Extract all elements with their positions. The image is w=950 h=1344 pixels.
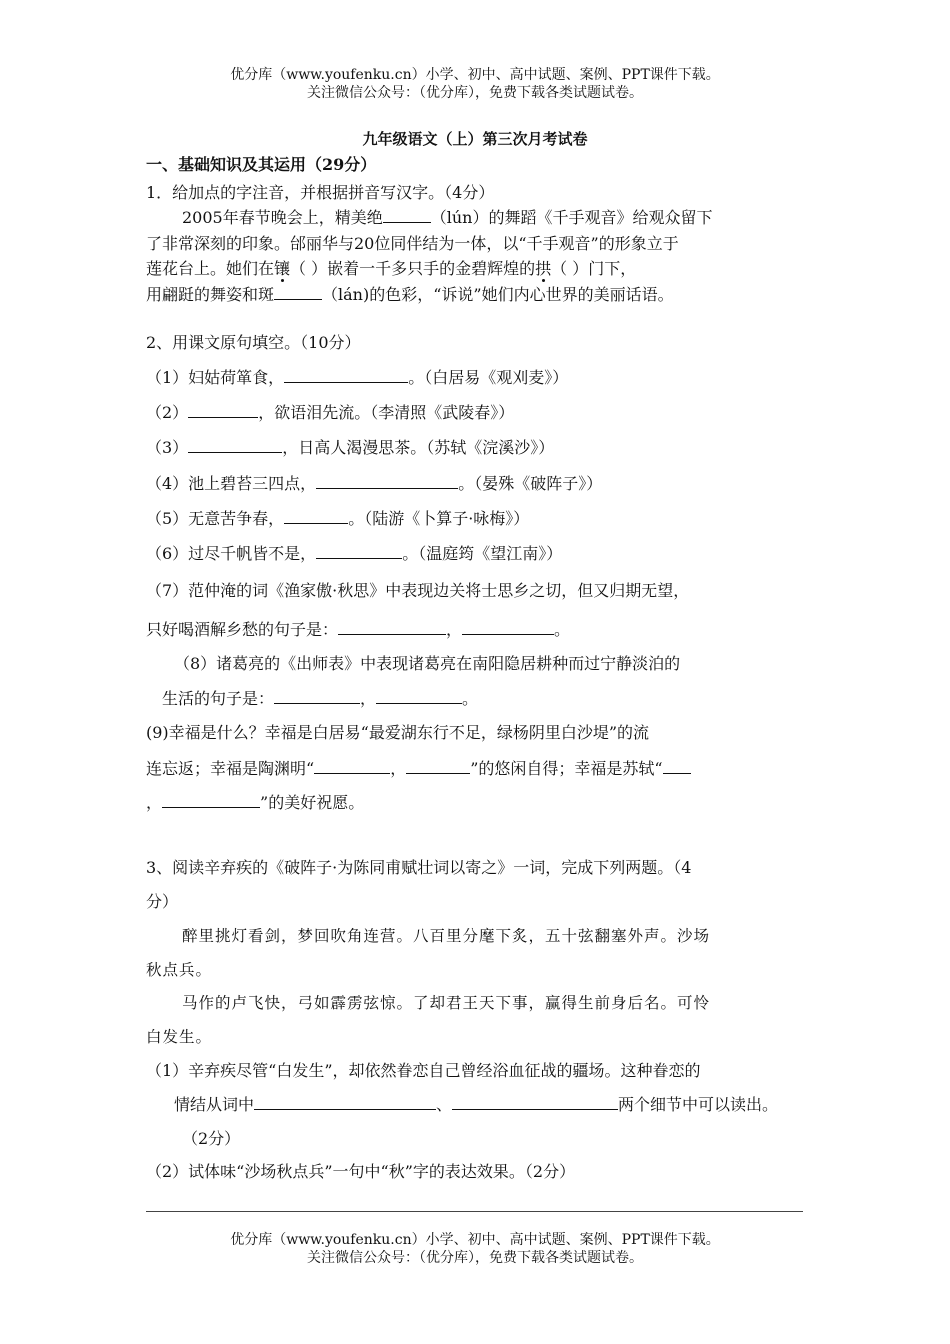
header-line-1: 优分库（www.youfenku.cn）小学、初中、高中试题、案例、PPT课件下载。: [230, 67, 720, 83]
item-text: 只好喝酒解乡愁的句子是：: [146, 620, 339, 639]
q3-sub-1-line-1: （1）辛弃疾尽管“白发生”，却依然眷恋自己曾经浴血征战的疆场。这种眷恋的: [146, 1061, 701, 1080]
q1-text: 莲花台上。她们在: [146, 259, 275, 278]
footer-line-2: 关注微信公众号：（优分库），免费下载各类试题试卷。: [307, 1250, 643, 1266]
item-text: （1）妇姑荷箪食，: [146, 368, 285, 387]
q3-heading-line-2: 分）: [146, 892, 179, 911]
item-text: 。（白居易《观刈麦》）: [408, 368, 569, 387]
blank[interactable]: [663, 757, 691, 774]
q1-line-1: [182, 206, 712, 230]
dotted-char: 拱: [535, 259, 552, 278]
item-text: （2）: [146, 403, 189, 422]
item-text: ，日高人渴漫思茶。（苏轼《浣溪沙》）: [282, 438, 555, 457]
q2-heading: 2、用课文原句填空。（10分）: [146, 333, 361, 352]
q2-item-5: [146, 507, 529, 531]
item-text: ”的美好祝愿。: [260, 793, 365, 812]
item-text: （4）池上碧苔三四点，: [146, 474, 317, 493]
q1-text: （ ）嵌着一千多只手的金碧辉煌的: [290, 259, 536, 278]
item-text: 。（陆游《卜算子·咏梅》）: [348, 509, 530, 528]
q2-item-9-line-3: [146, 791, 364, 815]
item-text: 。（晏殊《破阵子》）: [458, 474, 603, 493]
blank[interactable]: [274, 283, 322, 300]
q1-text: 用翩跹的舞姿和斑: [146, 285, 275, 304]
q3-heading-line-1: 3、阅读辛弃疾的《破阵子·为陈同甫赋壮词以寄之》一词，完成下列两题。（4: [146, 858, 692, 877]
footer-divider: [146, 1211, 803, 1212]
item-text: 。（温庭筠《望江南》）: [402, 544, 563, 563]
q2-item-9-line-2: [146, 757, 691, 781]
item-text: 。: [554, 620, 571, 639]
poem-line-4: 白发生。: [146, 1028, 213, 1046]
q1-line-3: [146, 257, 636, 281]
blank[interactable]: [376, 687, 462, 704]
q2-item-6: [146, 542, 562, 566]
q3-sub-1-line-2: [174, 1093, 778, 1117]
item-text: （6）过尽千帆皆不是，: [146, 544, 317, 563]
blank[interactable]: [162, 791, 260, 808]
footer-line-1: 优分库（www.youfenku.cn）小学、初中、高中试题、案例、PPT课件下载。: [230, 1232, 720, 1248]
q1-text: 2005年春节晚会上，精美绝: [182, 208, 383, 227]
item-text: ，: [146, 793, 163, 812]
q2-item-2: [146, 401, 514, 425]
item-text: （3）: [146, 438, 189, 457]
item-text: ”的悠闲自得；幸福是苏轼“: [470, 759, 663, 778]
blank[interactable]: [284, 366, 408, 383]
poem-line-3: 马作的卢飞快，弓如霹雳弦惊。了却君王天下事，赢得生前身后名。可怜: [182, 994, 711, 1012]
q2-item-9-line-1: (9)幸福是什么？幸福是白居易“最爱湖东行不足，绿杨阴里白沙堤”的流: [146, 723, 650, 742]
q2-item-7-line-2: [146, 618, 570, 642]
q2-item-7-line-1: （7）范仲淹的词《渔家傲·秋思》中表现边关将士思乡之切，但又归期无望，: [146, 581, 690, 600]
blank[interactable]: [274, 687, 360, 704]
q3-sub-1-score: （2分）: [182, 1129, 241, 1148]
q1-text: （ ）门下，: [551, 259, 637, 278]
dotted-char: 镶: [274, 259, 291, 278]
item-text: ，: [446, 620, 463, 639]
blank[interactable]: [188, 401, 258, 418]
item-text: 、: [436, 1095, 453, 1114]
blank[interactable]: [316, 542, 402, 559]
header-line-2: 关注微信公众号：（优分库），免费下载各类试题试卷。: [307, 85, 643, 101]
item-text: 生活的句子是：: [162, 689, 275, 708]
q2-item-3: [146, 436, 554, 460]
page-title: 九年级语文（上）第三次月考试卷: [362, 130, 588, 148]
poem-line-1: 醉里挑灯看剑，梦回吹角连营。八百里分麾下炙，五十弦翻塞外声。沙场: [182, 927, 711, 945]
item-text: 情结从词中: [174, 1095, 255, 1114]
blank[interactable]: [254, 1093, 436, 1110]
q1-text: （lún）的舞蹈《千手观音》给观众留下: [430, 208, 713, 227]
q1-heading: 1．给加点的字注音，并根据拼音写汉字。（4分）: [146, 183, 495, 202]
blank[interactable]: [462, 618, 554, 635]
q1-line-2: 了非常深刻的印象。邰丽华与20位同伴结为一体，以“千手观音”的形象立于: [146, 234, 679, 253]
poem-line-2: 秋点兵。: [146, 961, 213, 979]
section-heading: 一、基础知识及其运用（29分）: [146, 155, 377, 174]
item-text: ，欲语泪先流。（李清照《武陵春》）: [258, 403, 515, 422]
blank[interactable]: [338, 618, 446, 635]
item-text: 连忘返；幸福是陶渊明“: [146, 759, 315, 778]
item-text: ，: [390, 759, 407, 778]
blank[interactable]: [383, 206, 431, 223]
item-text: ，: [360, 689, 377, 708]
q2-item-1: [146, 366, 568, 390]
blank[interactable]: [406, 757, 470, 774]
blank[interactable]: [188, 436, 282, 453]
item-text: 两个细节中可以读出。: [618, 1095, 779, 1114]
q2-item-4: [146, 472, 602, 496]
q3-sub-2: （2）试体味“沙场秋点兵”一句中“秋”字的表达效果。（2分）: [146, 1162, 576, 1181]
q2-item-8-line-1: （8）诸葛亮的《出师表》中表现诸葛亮在南阳隐居耕种而过宁静淡泊的: [174, 654, 681, 673]
q1-line-4: [146, 283, 674, 307]
item-text: （5）无意苦争春，: [146, 509, 285, 528]
blank[interactable]: [316, 472, 458, 489]
item-text: 。: [462, 689, 479, 708]
q1-text: （lán)的色彩，“诉说”她们内心世界的美丽话语。: [322, 285, 674, 304]
q2-item-8-line-2: [162, 687, 478, 711]
blank[interactable]: [314, 757, 390, 774]
blank[interactable]: [284, 507, 348, 524]
blank[interactable]: [452, 1093, 618, 1110]
